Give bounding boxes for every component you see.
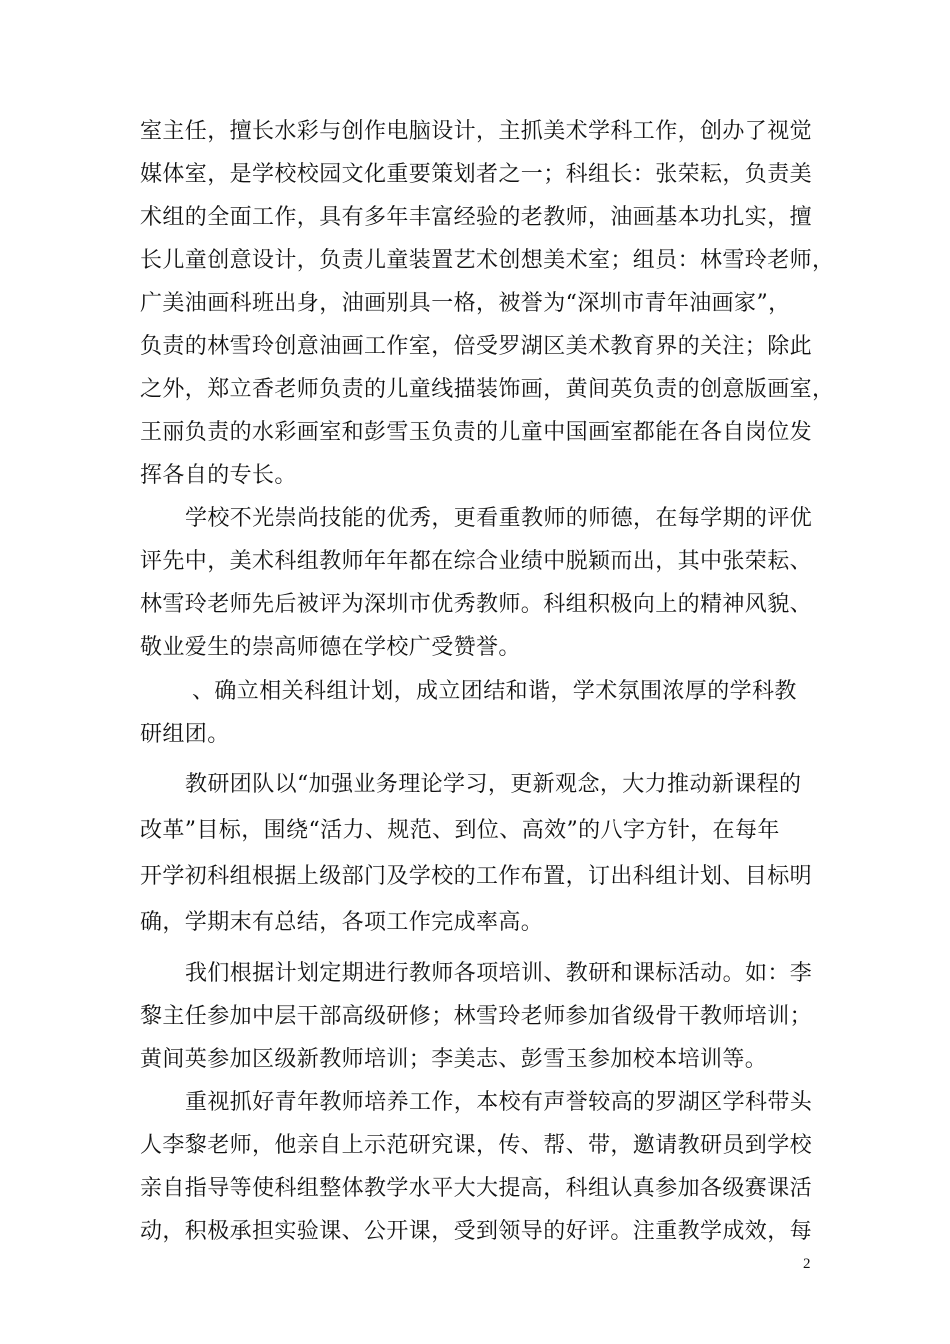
paragraph-line: 林雪玲老师先后被评为深圳市优秀教师。科组积极向上的精神风貌、 (140, 592, 813, 617)
paragraph-line: 室主任，擅长水彩与创作电脑设计，主抓美术学科工作，创办了视觉 (140, 119, 813, 144)
paragraph-line: 改革”目标，围绕“活力、规范、到位、高效”的八字方针，在每年 (140, 818, 780, 843)
paragraph-line: 确，学期末有总结，各项工作完成率高。 (140, 910, 544, 935)
paragraph-line: 评先中，美术科组教师年年都在综合业绩中脱颖而出，其中张荣耘、 (140, 549, 813, 574)
paragraph-line: 我们根据计划定期进行教师各项培训、教研和课标活动。如：李 (185, 961, 813, 986)
paragraph-line: 教研团队以“加强业务理论学习，更新观念，大力推动新课程的 (185, 772, 802, 797)
paragraph-line: 长儿童创意设计，负责儿童装置艺术创想美术室；组员：林雪玲老师， (140, 248, 835, 273)
paragraph-line: 亲自指导等使科组整体教学水平大大提高，科组认真参加各级赛课活 (140, 1176, 813, 1201)
page-number: 2 (803, 1256, 811, 1272)
paragraph-line: 动，积极承担实验课、公开课，受到领导的好评。注重教学成效，每 (140, 1219, 813, 1244)
paragraph-line: 黎主任参加中层干部高级研修；林雪玲老师参加省级骨干教师培训； (140, 1004, 813, 1029)
paragraph-line: 敬业爱生的崇高师德在学校广受赞誉。 (140, 635, 521, 660)
paragraph-line: 挥各自的专长。 (140, 463, 297, 488)
paragraph-line: 负责的林雪玲创意油画工作室，倍受罗湖区美术教育界的关注；除此 (140, 334, 813, 359)
paragraph-line: 术组的全面工作，具有多年丰富经验的老教师，油画基本功扎实，擅 (140, 205, 813, 230)
paragraph-line: 王丽负责的水彩画室和彭雪玉负责的儿童中国画室都能在各自岗位发 (140, 420, 813, 445)
paragraph-line: 之外，郑立香老师负责的儿童线描装饰画，黄间英负责的创意版画室， (140, 377, 835, 402)
paragraph-line: 、确立相关科组计划，成立团结和谐，学术氛围浓厚的学科教 (192, 679, 797, 704)
paragraph-line: 学校不光崇尚技能的优秀，更看重教师的师德，在每学期的评优 (185, 506, 813, 531)
paragraph-line: 黄间英参加区级新教师培训；李美志、彭雪玉参加校本培训等。 (140, 1047, 768, 1072)
paragraph-line: 人李黎老师，他亲自上示范研究课，传、帮、带，邀请教研员到学校 (140, 1133, 813, 1158)
paragraph-line: 重视抓好青年教师培养工作，本校有声誉较高的罗湖区学科带头 (185, 1090, 813, 1115)
paragraph-line: 广美油画科班出身，油画别具一格，被誉为“深圳市青年油画家”， (140, 291, 791, 316)
paragraph-line: 研组团。 (140, 722, 230, 747)
paragraph-line: 媒体室，是学校校园文化重要策划者之一；科组长：张荣耘，负责美 (140, 162, 813, 187)
paragraph-line: 开学初科组根据上级部门及学校的工作布置，订出科组计划、目标明 (140, 864, 813, 889)
